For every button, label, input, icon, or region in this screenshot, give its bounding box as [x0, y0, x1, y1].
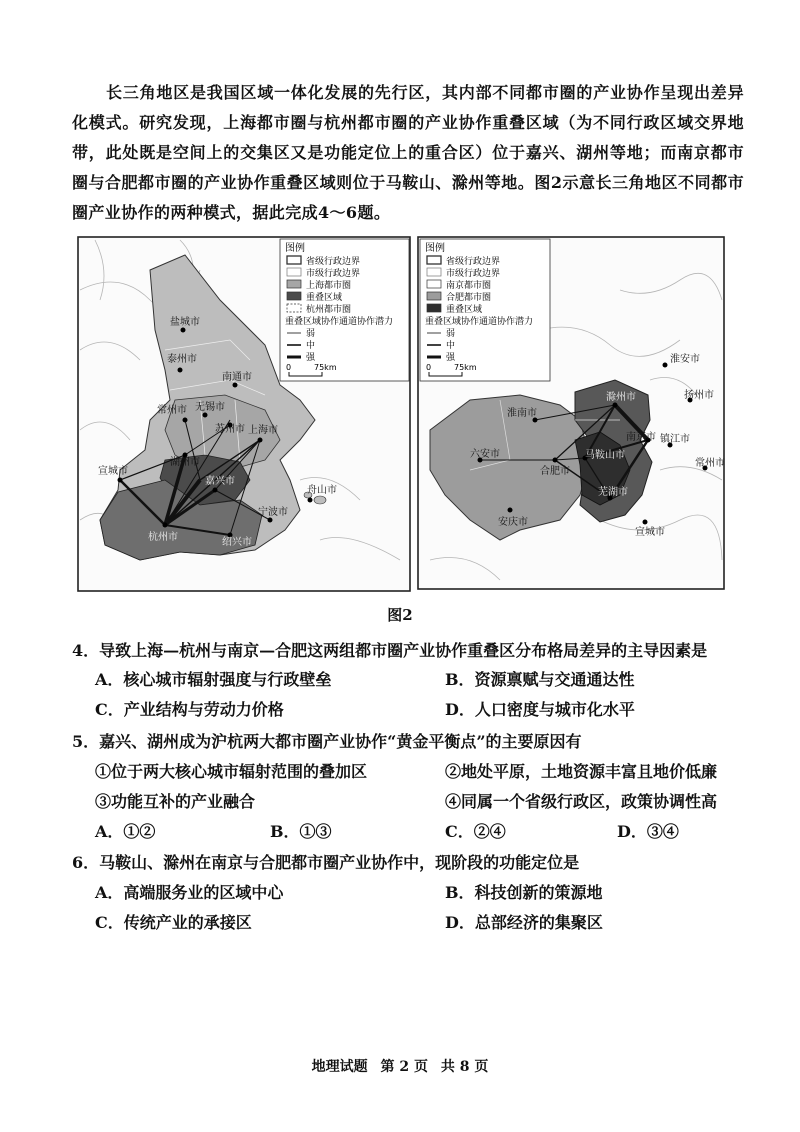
- legend-strength-medium: 中: [306, 341, 316, 351]
- left-city-label: 宁波市: [258, 507, 288, 518]
- map-left: [78, 237, 410, 591]
- q5-statement-1: ①位于两大核心城市辐射范围的叠加区: [95, 762, 368, 781]
- scale-start: 0: [286, 363, 292, 372]
- legend-potential-title: 重叠区域协作通道协作潜力: [425, 317, 534, 327]
- left-city-label: 绍兴市: [222, 537, 252, 548]
- legend-item: 南京都市圈: [446, 281, 492, 291]
- legend-strength-strong: 强: [446, 353, 456, 363]
- q5-option-b: B．①③: [270, 822, 332, 841]
- left-city-label: 无锡市: [195, 402, 225, 413]
- q4-option-c: C．产业结构与劳动力价格: [95, 700, 284, 719]
- legend-strength-strong: 强: [306, 353, 316, 363]
- right-city-label: 淮南市: [507, 408, 537, 419]
- left-city-label: 嘉兴市: [205, 476, 235, 487]
- left-city-label: 上海市: [248, 425, 278, 436]
- right-city-label: 滁州市: [606, 392, 636, 403]
- right-city-label: 马鞍山市: [585, 450, 625, 461]
- scale-start: 0: [426, 363, 432, 372]
- legend-item: 省级行政边界: [446, 257, 501, 267]
- right-city-label: 安庆市: [498, 517, 528, 528]
- q5-statement-3: ③功能互补的产业融合: [95, 792, 256, 811]
- q5-option-d: D．③④: [617, 822, 679, 841]
- legend-strength-medium: 中: [446, 341, 456, 351]
- map-right-legend: [420, 239, 550, 381]
- question-4-stem: 4．导致上海—杭州与南京—合肥这两组都市圈产业协作重叠区分布格局差异的主导因素是: [72, 641, 708, 660]
- q6-option-b: B．科技创新的策源地: [445, 883, 603, 902]
- q4-option-a: A．核心城市辐射强度与行政壁垒: [95, 670, 332, 689]
- legend-item: 合肥都市圈: [446, 293, 492, 303]
- footer-total: 共 8 页: [440, 1059, 489, 1075]
- legend-item: 市级行政边界: [306, 269, 361, 279]
- legend-potential-title: 重叠区域协作通道协作潜力: [285, 317, 394, 327]
- right-city-label: 合肥市: [540, 466, 570, 477]
- left-city-label: 泰州市: [167, 354, 197, 365]
- q6-option-c: C．传统产业的承接区: [95, 913, 252, 932]
- left-city-label: 宣城市: [98, 466, 128, 477]
- right-city-label: 南京市: [626, 432, 656, 443]
- q4-option-b: B．资源禀赋与交通通达性: [445, 670, 635, 689]
- q6-option-d: D．总部经济的集聚区: [445, 913, 603, 932]
- left-city-label: 杭州市: [148, 532, 178, 543]
- page-footer: [0, 1056, 800, 1076]
- left-city-label: 常州市: [157, 405, 187, 416]
- map-right: [418, 237, 725, 589]
- q5-statement-2: ②地处平原，土地资源丰富且地价低廉: [445, 762, 718, 781]
- q5-statement-4: ④同属一个省级行政区，政策协调性高: [445, 792, 718, 811]
- legend-item: 上海都市圈: [306, 281, 352, 291]
- q5-option-a: A．①②: [95, 822, 156, 841]
- q5-option-c: C．②④: [445, 822, 506, 841]
- left-city-label: 南通市: [222, 372, 252, 383]
- right-city-label: 淮安市: [670, 354, 700, 365]
- legend-item: 杭州都市圈: [306, 305, 352, 315]
- footer-page: 第 2 页: [380, 1059, 428, 1075]
- legend-strength-weak: 弱: [446, 329, 456, 339]
- legend-item: 重叠区域: [306, 293, 343, 303]
- right-city-label: 扬州市: [684, 390, 714, 401]
- left-city-label: 盐城市: [170, 317, 200, 328]
- legend-item: 市级行政边界: [446, 269, 501, 279]
- legend-title: 图例: [425, 243, 445, 254]
- scale-end: 75km: [314, 363, 337, 372]
- right-city-label: 芜湖市: [598, 487, 628, 498]
- q4-option-d: D．人口密度与城市化水平: [445, 700, 635, 719]
- footer-subject: 地理试题: [311, 1059, 368, 1075]
- legend-item: 省级行政边界: [306, 257, 361, 267]
- q6-option-a: A．高端服务业的区域中心: [95, 883, 284, 902]
- question-6-stem: 6．马鞍山、滁州在南京与合肥都市圈产业协作中，现阶段的功能定位是: [72, 853, 580, 872]
- legend-item: 重叠区域: [446, 305, 483, 315]
- map-left-legend: [280, 239, 409, 381]
- legend-strength-weak: 弱: [306, 329, 316, 339]
- intro-paragraph: 长三角地区是我国区域一体化发展的先行区，其内部不同都市圈的产业协作呈现出差异化模式。研究发现，上海都市圈与杭州都市圈的产业协作重叠区域（为不同行政区域交界地带，此处既是空间上的交集区又是功能定位上的重合区）位于嘉兴、湖州等地；而南京都市圈与合肥都市圈的产业协作重叠区域则位于马鞍山、滁州等地。图2示意长三角地区不同都市圈产业协作的两种模式，据此完成4～6题。: [72, 83, 744, 222]
- legend-title: 图例: [285, 243, 305, 254]
- left-city-label: 湖州市: [170, 457, 200, 468]
- question-5-stem: 5．嘉兴、湖州成为沪杭两大都市圈产业协作“黄金平衡点”的主要原因有: [72, 732, 582, 751]
- scale-end: 75km: [454, 363, 477, 372]
- right-city-label: 宣城市: [635, 527, 665, 538]
- figure-caption: 图2: [387, 606, 413, 624]
- right-city-label: 常州市: [695, 458, 725, 469]
- right-city-label: 镇江市: [660, 434, 690, 445]
- left-city-label: 苏州市: [215, 424, 245, 435]
- right-city-label: 六安市: [470, 449, 500, 460]
- left-city-label: 舟山市: [307, 485, 337, 496]
